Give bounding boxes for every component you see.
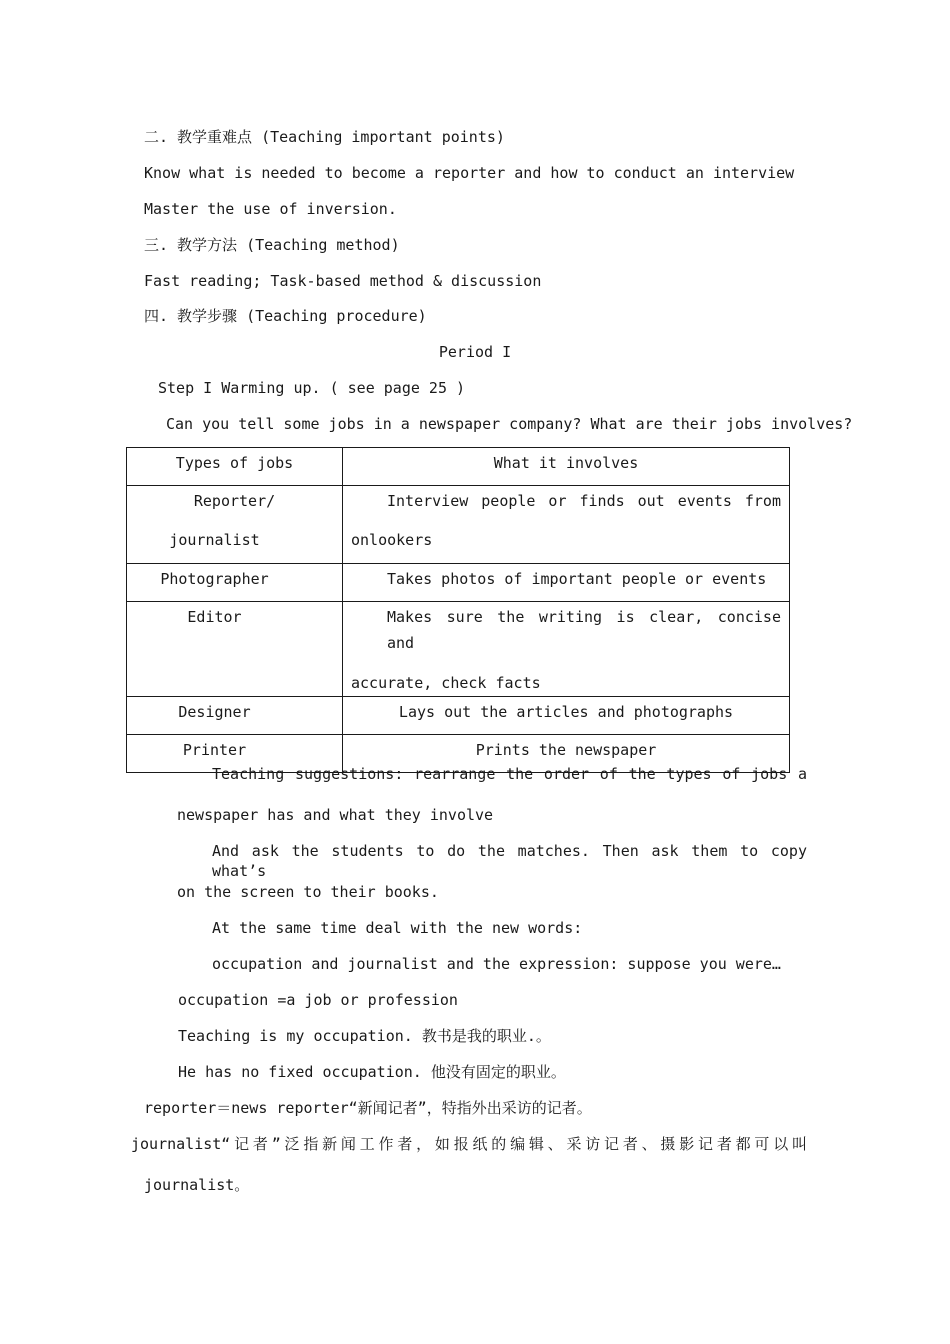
section3-heading: 三. 教学方法 (Teaching method) [144,236,400,254]
section4-heading: 四. 教学步骤 (Teaching procedure) [144,307,427,325]
job-cell [127,697,343,735]
involves-cell [343,564,790,602]
involves-text: Prints the newspaper [475,741,657,759]
suggestion-line-4: on the screen to their books. [177,883,439,901]
note-reporter: reporter＝news reporter“新闻记者”，特指外出采访的记者。 [144,1099,592,1117]
period-title: Period I [438,343,512,361]
suggestion-line-6: occupation and journalist and the expression: suppose you were… [212,955,781,973]
job-line-2: journalist [169,531,260,549]
jobs-table [126,447,790,773]
involves-text: Lays out the articles and photographs [398,703,734,721]
involves-cell [343,486,790,564]
question: Can you tell some jobs in a newspaper company? What are their jobs involves? [166,415,853,433]
table-row [127,697,790,735]
suggestion-line-9: He has no fixed occupation. 他没有固定的职业。 [178,1063,566,1081]
involves-cell [343,697,790,735]
header-involves: What it involves [493,454,639,472]
suggestion-line-7: occupation =a job or profession [178,991,458,1009]
involves-line-2: accurate, check facts [351,674,541,692]
header-cell [127,448,343,486]
involves-cell [343,602,790,697]
point-1: Know what is needed to become a reporter and how to conduct an interview [144,164,795,182]
section3-body: Fast reading; Task-based method & discussion [144,272,542,290]
suggestion-line-2: newspaper has and what they involve [177,806,494,824]
table-row [127,602,790,697]
suggestion-line-1: Teaching suggestions: rearrange the order of the types of jobs a [212,765,807,783]
step-1: Step I Warming up. ( see page 25 ) [158,379,466,397]
note-journalist-line-2: journalist。 [144,1176,250,1194]
point-2: Master the use of inversion. [144,200,397,218]
involves-text: Takes photos of important people or events [387,570,767,588]
header-types: Types of jobs [175,454,294,472]
suggestion-line-3: And ask the students to do the matches. Then ask them to copy what’s [212,842,807,880]
suggestion-line-5: At the same time deal with the new words: [212,919,583,937]
job-cell [127,564,343,602]
involves-line-1: Makes sure the writing is clear, concise and [387,608,781,652]
suggestion-line-8: Teaching is my occupation. 教书是我的职业.。 [178,1027,551,1045]
note-journalist-line-1: journalist“记者”泛指新闻工作者，如报纸的编辑、采访记者、摄影记者都可以叫 [131,1135,807,1153]
job-name: Designer [178,703,251,721]
table-row [127,486,790,564]
job-name: Printer [182,741,247,759]
job-name: Editor [187,608,242,626]
job-cell [127,486,343,564]
job-name: Photographer [160,570,269,588]
involves-line-1: Interview people or finds out events from [387,492,781,510]
table-row [127,564,790,602]
involves-line-2: onlookers [351,531,433,549]
job-cell [127,602,343,697]
header-cell [343,448,790,486]
job-line-1: Reporter/ [193,492,276,510]
table-header-row [127,448,790,486]
section2-heading: 二. 教学重难点 (Teaching important points) [144,128,505,146]
